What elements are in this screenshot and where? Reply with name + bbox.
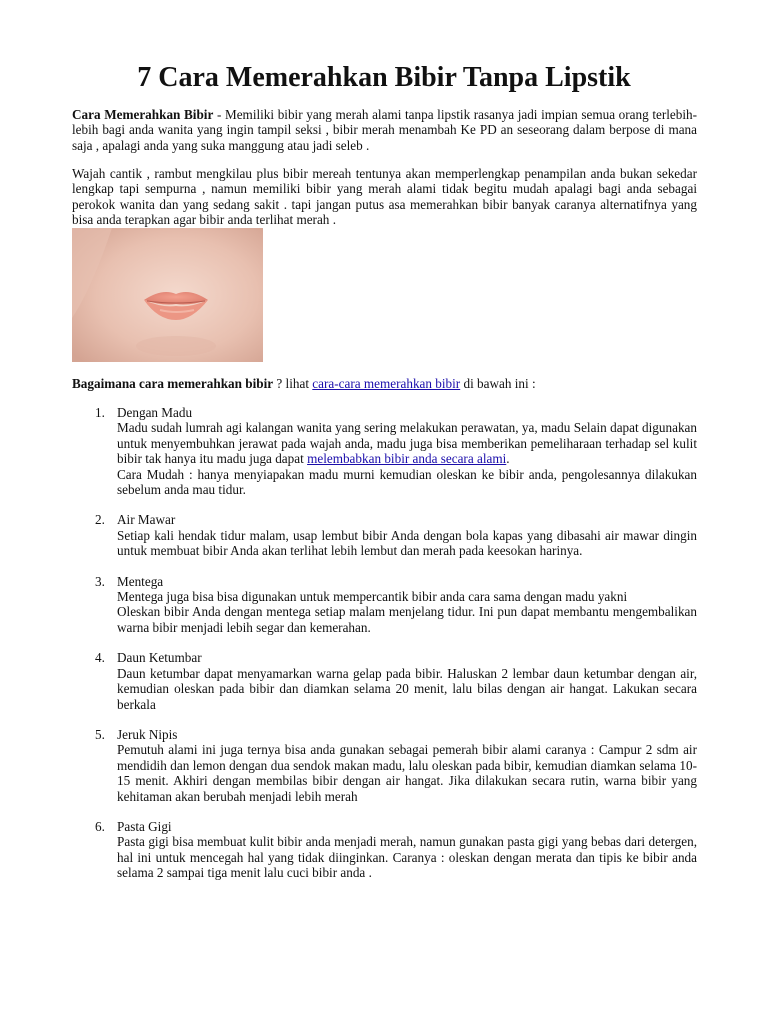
melembabkan-link[interactable]: melembabkan bibir anda secara alami <box>307 451 507 467</box>
intro-text: - Memiliki bibir yang merah alami tanpa lipstik rasanya jadi impian semua orang terlebih-lebih bagi anda wanita yang ingin tampil seksi , bibir merah menambah Ke PD an seseorang dalam berpose di mana saja , apalagi anda yang suka manggung atau jadi seleb . <box>72 107 697 153</box>
intro-bold: Cara Memerahkan Bibir <box>72 107 214 122</box>
list-body-period: . <box>506 451 510 467</box>
list-body-text: Madu sudah lumrah agi kalangan wanita yang sering melakukan perawatan, ya, madu Selain dapat digunakan untuk menyembuhkan jerawat pada wajah anda, madu juga bisa memberikan pemeliharaan terhadap sel kulit bibir tak hanya itu madu juga dapat <box>117 420 697 467</box>
list-number: 2. <box>95 512 105 528</box>
list-number: 4. <box>95 650 105 666</box>
list-body <box>117 420 697 466</box>
list-extra: Oleskan bibir Anda dengan mentega setiap malam menjelang tidur. Ini pun dapat membantu mengembalikan warna bibir menjadi lebih segar dan kemerahan. <box>117 604 697 635</box>
question-paragraph <box>72 376 697 391</box>
list-item <box>72 405 697 497</box>
list-body: Mentega juga bisa bisa digunakan untuk mempercantik bibir anda cara sama dengan madu yakni <box>117 589 628 605</box>
list-number: 6. <box>95 818 105 834</box>
list-heading: Pasta Gigi <box>117 818 172 834</box>
lips-photo <box>72 228 263 362</box>
list-item <box>72 512 697 558</box>
list-body: Daun ketumbar dapat menyamarkan warna gelap pada bibir. Haluskan 2 lembar daun ketumbar dengan air, kemudian oleskan pada bibir dan diamkan selama 20 menit, lalu bilas dengan air hangat. Lakukan secara berkala <box>117 665 697 712</box>
list-item <box>72 574 697 636</box>
lips-illustration <box>72 228 263 362</box>
list-number: 5. <box>95 726 105 742</box>
list-item <box>72 819 697 881</box>
list-heading: Air Mawar <box>117 512 176 528</box>
question-bold: Bagaimana cara memerahkan bibir <box>72 376 274 391</box>
steps-list <box>72 405 697 896</box>
page-title: 7 Cara Memerahkan Bibir Tanpa Lipstik <box>137 62 631 93</box>
intro-paragraph-2: Wajah cantik , rambut mengkilau plus bibir mereah tentunya akan memperlengkap penampilan anda bukan sekedar lengkap tapi sempurna , namun memiliki bibir yang merah alami tidak begitu mudah apalagi bagi anda sebagai perokok wanita dan yang sedang sakit . tapi jangan putus asa memerahkan bibir banyak caranya alternatifnya yang bisa anda terapkan agar bibir anda terlihat merah . <box>72 166 697 228</box>
list-item <box>72 727 697 804</box>
intro-paragraph <box>72 107 697 153</box>
list-heading: Jeruk Nipis <box>117 726 178 742</box>
list-heading: Daun Ketumbar <box>117 650 202 666</box>
list-body: Pemutuh alami ini juga ternya bisa anda gunakan sebagai pemerah bibir alami caranya : Campur 2 sdm air mendidih dan lemon dengan dua sendok makan madu, lalu oleskan pada bibir, kemudian diamkan selama 10-15 menit. Akhiri dengan membilas bibir dengan air hangat. Jika dilakukan secara rutin, warna bibir yang kehitaman akan berubah menjadi lebih merah <box>117 742 697 804</box>
list-body: Setiap kali hendak tidur malam, usap lembut bibir Anda dengan bola kapas yang dibasahi air mawar dingin untuk membuat bibir Anda akan terlihat lebih lembut dan merah pada keesokan harinya. <box>117 527 697 559</box>
list-heading: Dengan Madu <box>117 405 193 420</box>
list-body: Pasta gigi bisa membuat kulit bibir anda menjadi merah, namun gunakan pasta gigi yang bebas dari detergen, hal ini untuk mencegah hal yang tidak diinginkan. Caranya : oleskan dengan merata dan tipis ke bibir anda selama 2 sampai tiga menit lalu cuci bibir anda . <box>117 834 697 881</box>
list-number: 3. <box>95 573 105 589</box>
list-number: 1. <box>95 405 105 420</box>
question-text-after: di bawah ini : <box>460 376 536 391</box>
question-text-before: ? lihat <box>273 376 313 391</box>
list-item <box>72 650 697 712</box>
list-heading: Mentega <box>117 573 164 589</box>
cara-link[interactable]: cara-cara memerahkan bibir <box>312 376 461 391</box>
list-extra: Cara Mudah : hanya menyiapakan madu murni kemudian oleskan ke bibir anda, pengolesannya dilakukan sebelum anda mau tidur. <box>117 466 697 498</box>
